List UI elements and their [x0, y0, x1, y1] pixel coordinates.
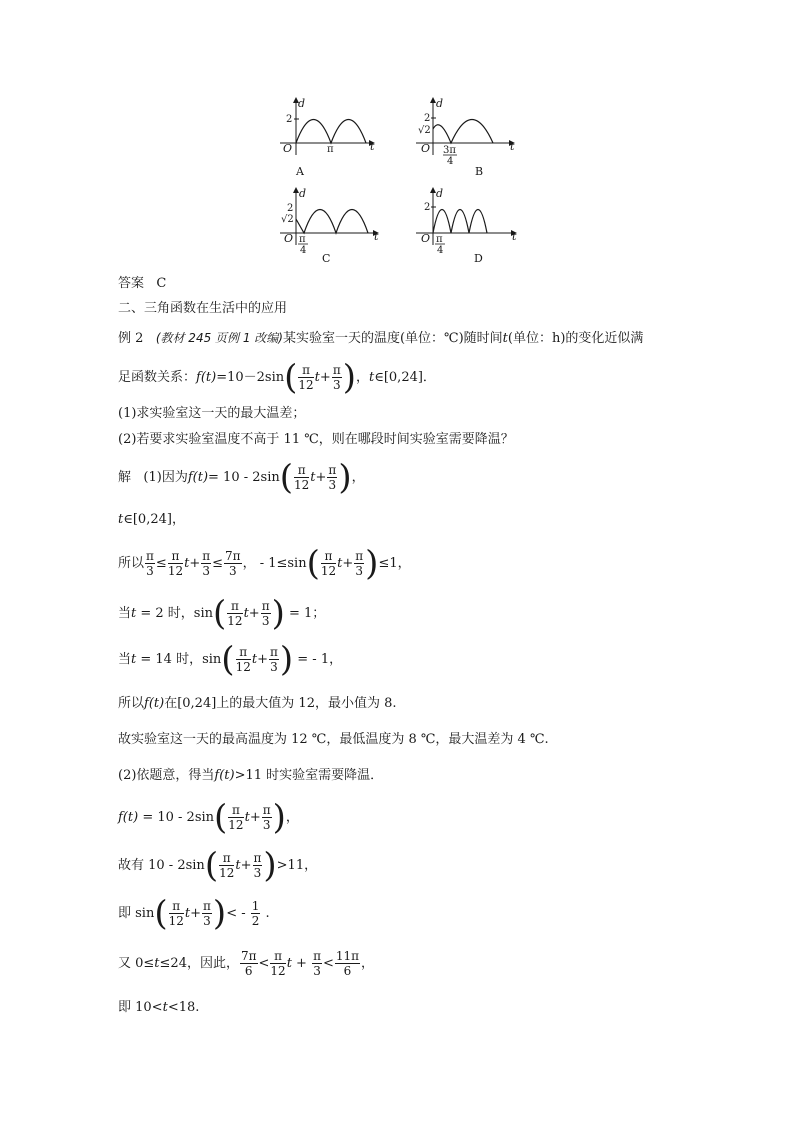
graph-c-t-label: t — [374, 230, 379, 243]
example-source: (教材 245 页例 1 改编) — [155, 331, 283, 345]
solution-line-5: 当t = 14 时，sin( $\frac{\pi}{12}$ t+ $\frac{\pi}{3}$ ) = - 1， — [118, 639, 343, 680]
answer-choice-graphs — [0, 0, 794, 280]
example-line-2: 足函数关系：f(t)=10－2sin( $\frac{\pi}{12}$ t+ $\frac{\pi}{3}$ )，t∈[0,24]． — [118, 357, 436, 398]
var-t: t — [502, 331, 508, 346]
graph-b-xtick-num: 3π — [443, 145, 456, 156]
graph-c — [280, 187, 379, 265]
example-text-3: 足函数关系： — [118, 370, 197, 385]
solution-line-1: 解 (1)因为f(t)= 10 - 2sin( $\frac{\pi}{12}$ t+ $\frac{\pi}{3}$ )， — [118, 457, 365, 498]
graph-d — [416, 187, 517, 265]
frac-pi-12: $\frac{\pi}{12}$ — [298, 363, 314, 392]
frac-pi-3: $\frac{\pi}{3}$ — [332, 363, 341, 392]
question-2: (2)若要求实验室温度不高于 11 ℃，则在哪段时间实验室需要降温？ — [118, 432, 514, 447]
graph-d-xtick-den: 4 — [437, 245, 444, 256]
formula-pre: =10－2sin — [216, 370, 285, 385]
graph-b-origin: O — [421, 142, 431, 155]
solution-line-3: 所以 $\frac{\pi}{3}$ ≤ $\frac{\pi}{12}$ t+ $\frac{\pi}{3}$ ≤ $\frac{7\pi}{3}$ ， - 1≤sin( $\frac{\pi}{12}$ t+ $\frac{\pi}{3}$ )≤1， — [118, 543, 411, 584]
example-text-1: 某实验室一天的温度(单位：℃)随时间 — [282, 331, 503, 346]
graph-a-curve — [296, 120, 366, 144]
graph-b-xtick-den: 4 — [447, 156, 454, 167]
graph-a-label: A — [296, 165, 304, 178]
graph-c-xtick-den: 4 — [300, 245, 307, 256]
graph-c-d-label: d — [299, 187, 307, 200]
graph-d-d-label: d — [436, 187, 444, 200]
graph-d-xtick-num: π — [436, 234, 443, 245]
graph-c-origin: O — [284, 232, 294, 245]
graph-b-ytick-sqrt2: √2 — [418, 125, 431, 136]
solution-label: 解 — [118, 470, 132, 485]
answer-label: 答案 — [118, 276, 145, 291]
graph-c-xtick-num: π — [299, 234, 306, 245]
example-line-1 — [118, 328, 643, 349]
answer-line — [118, 274, 166, 294]
graph-c-ytick-sqrt2: √2 — [281, 214, 294, 225]
paren-close: ) — [342, 357, 356, 398]
graph-b-label: B — [475, 165, 484, 178]
graph-c-ytick-2: 2 — [287, 203, 294, 214]
solution-line-11: 即 sin( $\frac{\pi}{12}$ t+ $\frac{\pi}{3}$ )< - $\frac{1}{2}$ . — [118, 893, 270, 934]
paren-open: ( — [284, 357, 298, 398]
graph-b — [416, 97, 515, 178]
graph-d-curve — [433, 210, 487, 234]
graph-d-origin: O — [421, 232, 431, 245]
example-text-2: (单位：h)的变化近似满 — [507, 331, 644, 346]
graph-d-ytick-2: 2 — [424, 202, 431, 213]
answer-value: C — [156, 276, 167, 291]
math-ft: f(t) — [196, 370, 217, 385]
domain-text: ∈[0,24]． — [374, 370, 436, 385]
graph-a-t-label: t — [370, 140, 375, 153]
graph-d-label: D — [474, 252, 483, 265]
solution-line-9: f(t) = 10 - 2sin( $\frac{\pi}{12}$ t+ $\frac{\pi}{3}$ )， — [118, 797, 299, 838]
graph-a-xtick: π — [327, 144, 334, 155]
graph-b-ytick-2: 2 — [424, 113, 431, 124]
graph-a-origin: O — [283, 142, 293, 155]
solution-line-10: 故有 10 - 2sin( $\frac{\pi}{12}$ t+ $\frac{\pi}{3}$ )>11， — [118, 845, 318, 886]
solution-line-7: 故实验室这一天的最高温度为 12 ℃，最低温度为 8 ℃，最大温差为 4 ℃. — [118, 732, 549, 747]
section-title: 二、三角函数在生活中的应用 — [118, 301, 288, 316]
graph-c-label: C — [322, 252, 331, 265]
solution-line-8: (2)依题意，得当f(t)>11 时实验室需要降温． — [118, 768, 384, 783]
solution-line-13: 即 10<t<18. — [118, 1000, 200, 1015]
graph-a-d-label: d — [298, 97, 306, 110]
graph-a-ytick: 2 — [286, 114, 293, 125]
question-1: (1)求实验室这一天的最大温差； — [118, 406, 306, 421]
graph-b-t-label: t — [510, 140, 515, 153]
graph-d-t-label: t — [512, 230, 517, 243]
solution-line-2: t∈[0,24]， — [118, 512, 185, 527]
graph-b-d-label: d — [436, 97, 444, 110]
graph-b-curve — [433, 120, 493, 144]
graph-c-curve — [296, 210, 368, 234]
graphs-svg — [0, 0, 794, 280]
graph-a — [280, 97, 375, 178]
solution-line-6: 所以f(t)在[0,24]上的最大值为 12，最小值为 8. — [118, 696, 397, 711]
example-label: 例 2 — [118, 331, 144, 346]
solution-line-4: 当t = 2 时，sin( $\frac{\pi}{12}$ t+ $\frac{\pi}{3}$ ) = 1； — [118, 593, 326, 634]
solution-line-12: 又 0≤t≤24，因此， $\frac{7\pi}{6}$ < $\frac{\pi}{12}$ t + $\frac{\pi}{3}$ < $\frac{11\pi}{6}$ ， — [118, 949, 375, 978]
